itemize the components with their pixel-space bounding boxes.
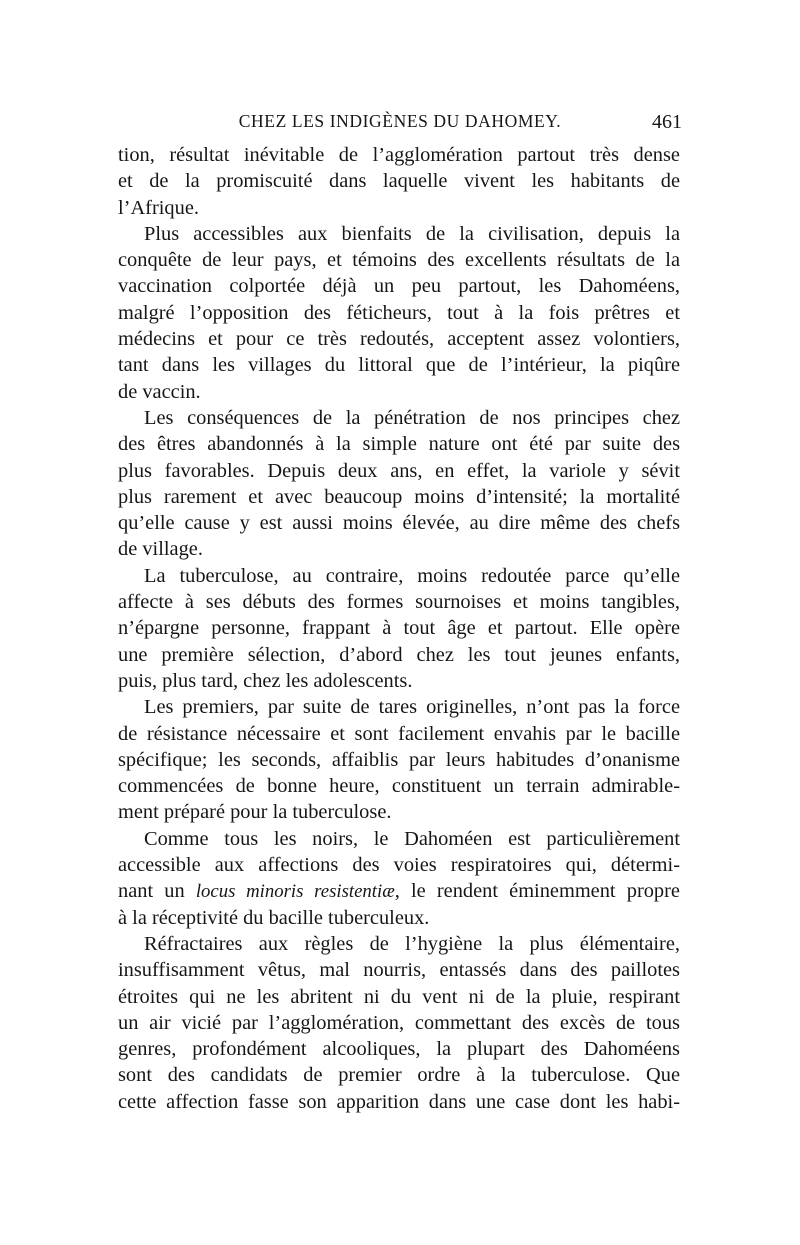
text-line: La tuberculose, au contraire, moins redoutée parce qu’elle: [144, 564, 680, 587]
text-line: affecte à ses débuts des formes sournoises et moins tangibles,: [118, 591, 680, 614]
text-line: une première sélection, d’abord chez les tout jeunes enfants,: [118, 643, 680, 666]
text-line: Plus accessibles aux bienfaits de la civilisation, depuis la: [144, 222, 680, 245]
text-line: des êtres abandonnés à la simple nature ont été par suite des: [118, 433, 680, 456]
text-line: qu’elle cause y est aussi moins élevée, au dire même des chefs: [118, 512, 680, 535]
body-text: [118, 142, 680, 1115]
text-line: tant dans les villages du littoral que de l’intérieur, la piqûre: [118, 354, 680, 377]
text-line: Les conséquences de la pénétration de nos principes chez: [144, 406, 680, 429]
text-line: et de la promiscuité dans laquelle vivent les habitants de: [118, 170, 680, 193]
text-line: l’Afrique.: [118, 196, 199, 219]
text-line: ment préparé pour la tuberculose.: [118, 801, 392, 824]
text-line: un air vicié par l’agglomération, commettant des excès de tous: [118, 1011, 680, 1034]
text-line: tion, résultat inévitable de l’agglomération partout très dense: [118, 144, 680, 166]
text-line: genres, profondément alcooliques, la plupart des Dahoméens: [118, 1038, 680, 1061]
text-line: accessible aux affections des voies respiratoires qui, détermi-: [118, 854, 680, 877]
running-head: [118, 111, 682, 141]
text-line: vaccination colportée déjà un peu partout, les Dahoméens,: [118, 275, 680, 298]
text-line: cette affection fasse son apparition dans une case dont les habi-: [118, 1090, 680, 1113]
text-line: médecins et pour ce très redoutés, acceptent assez volontiers,: [118, 328, 680, 351]
text-line: à la réceptivité du bacille tuberculeux.: [118, 906, 430, 929]
text-line: de village.: [118, 538, 203, 561]
paragraph: [118, 405, 680, 563]
text-segment: , le rendent éminemment propre: [394, 880, 680, 903]
latin-phrase: locus minoris resistentiæ: [195, 881, 395, 903]
text-line: malgré l’opposition des féticheurs, tout à la fois prêtres et: [118, 301, 680, 324]
text-line: n’épargne personne, frappant à tout âge et partout. Elle opère: [118, 617, 680, 640]
paragraph: [118, 694, 680, 825]
text-line-with-italic: [118, 878, 680, 904]
paragraph: [118, 142, 680, 221]
text-line: spécifique; les seconds, affaiblis par leurs habitudes d’onanisme: [118, 748, 680, 771]
text-line: Les premiers, par suite de tares originelles, n’ont pas la force: [144, 696, 680, 719]
text-line: puis, plus tard, chez les adolescents.: [118, 669, 413, 692]
running-head-title: CHEZ LES INDIGÈNES DU DAHOMEY.: [238, 111, 562, 131]
text-line: plus rarement et avec beaucoup moins d’intensité; la mortalité: [118, 485, 680, 508]
text-line: commencées de bonne heure, constituent un terrain admirable-: [118, 775, 680, 798]
text-line: conquête de leur pays, et témoins des excellents résultats de la: [118, 249, 680, 272]
text-line: de résistance nécessaire et sont facilement envahis par le bacille: [118, 722, 680, 745]
text-line: sont des candidats de premier ordre à la tuberculose. Que: [118, 1064, 680, 1087]
page-number: 461: [652, 111, 682, 133]
text-line: Réfractaires aux règles de l’hygiène la plus élémentaire,: [144, 932, 680, 955]
text-line: insuffisamment vêtus, mal nourris, entassés dans des paillotes: [118, 959, 680, 982]
paragraph: [118, 563, 680, 694]
text-line: Comme tous les noirs, le Dahoméen est particulièrement: [144, 827, 680, 850]
paragraph: [118, 826, 680, 931]
text-line: étroites qui ne les abritent ni du vent ni de la pluie, respirant: [118, 985, 680, 1008]
text-segment: nant un: [118, 880, 185, 903]
paragraph: [118, 221, 680, 405]
text-line: de vaccin.: [118, 380, 201, 403]
paragraph: [118, 931, 680, 1115]
text-line: plus favorables. Depuis deux ans, en effet, la variole y sévit: [118, 459, 680, 482]
